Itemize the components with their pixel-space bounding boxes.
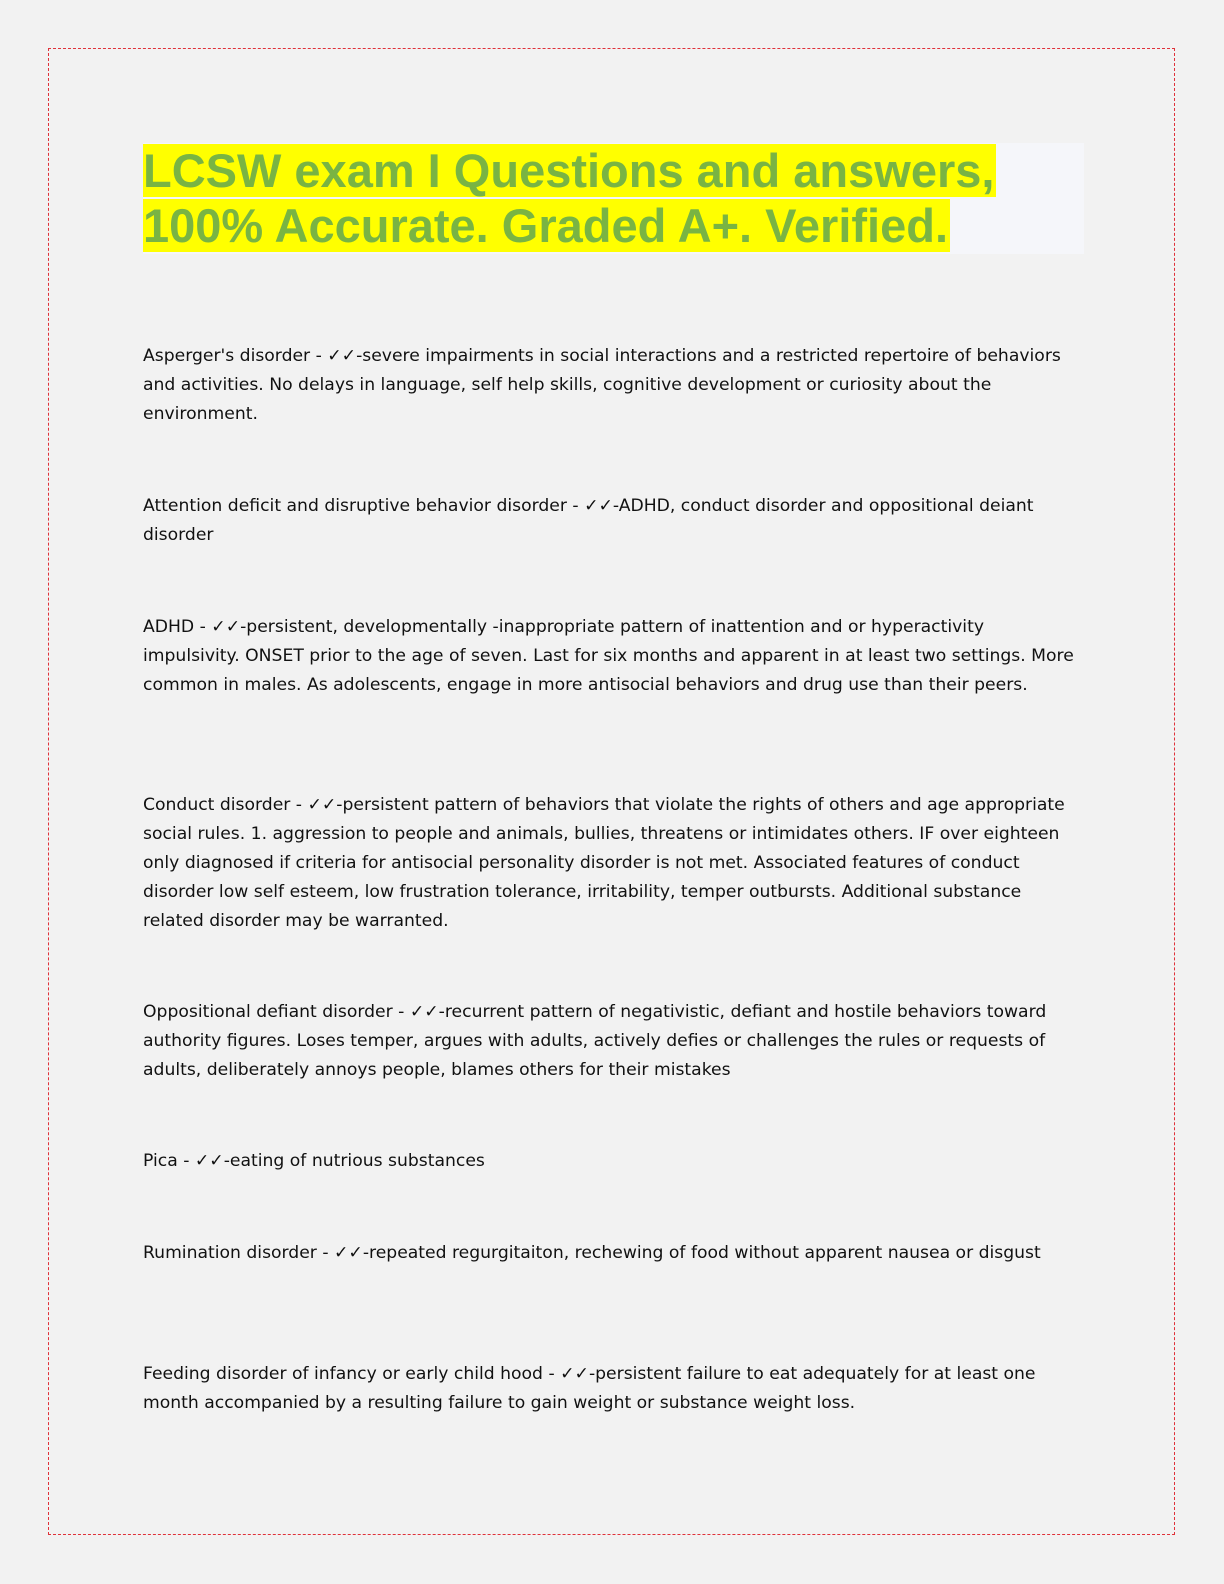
title-line-2: 100% Accurate. Graded A+. Verified. bbox=[143, 199, 949, 252]
checkmark-icon: ✓✓ bbox=[211, 617, 241, 637]
entry-term: Oppositional defiant disorder - bbox=[143, 1002, 410, 1022]
entry-term: Asperger's disorder - bbox=[143, 346, 327, 366]
checkmark-icon: ✓✓ bbox=[560, 1364, 589, 1384]
entry-definition: -persistent pattern of behaviors that violate the rights of others and age appropriate social rules. 1. aggression to people and animals, bullies, threatens or intimidates others. IF over eighteen only diagnosed if criteria for antisocial personality disorder is not met. Associated features of conduct disorder low self esteem, low frustration tolerance, irritability, temper outbursts. Additional substance related disorder may be warranted. bbox=[143, 795, 1065, 931]
entry-aspergers bbox=[143, 342, 1083, 429]
entry-definition: -persistent failure to eat adequately for at least one month accompanied by a resulting failure to gain weight or substance weight loss. bbox=[143, 1364, 1036, 1413]
entry-definition: -recurrent pattern of negativistic, defiant and hostile behaviors toward authority figures. Loses temper, argues with adults, actively defies or challenges the rules or requests of adults, deliberately annoys people, blames others for their mistakes bbox=[143, 1002, 1047, 1080]
checkmark-icon: ✓✓ bbox=[334, 1243, 363, 1263]
entry-term: Pica - bbox=[143, 1151, 195, 1171]
checkmark-icon: ✓✓ bbox=[409, 1002, 439, 1022]
entry-definition: -eating of nutrious substances bbox=[223, 1151, 485, 1171]
entry-definition: -severe impairments in social interactions and a restricted repertoire of behaviors and activities. No delays in language, self help skills, cognitive development or curiosity about the environment. bbox=[143, 346, 1061, 424]
entry-definition: -ADHD, conduct disorder and oppositional deiant disorder bbox=[143, 496, 1034, 545]
entry-adhd bbox=[143, 613, 1083, 700]
entry-term: Conduct disorder - bbox=[143, 795, 307, 815]
entry-term: Rumination disorder - bbox=[143, 1243, 334, 1263]
entry-term: Attention deficit and disruptive behavior disorder - bbox=[143, 496, 584, 516]
checkmark-icon: ✓✓ bbox=[194, 1151, 224, 1171]
entry-term: Feeding disorder of infancy or early child hood - bbox=[143, 1364, 560, 1384]
entry-attention-deficit bbox=[143, 492, 1083, 550]
entry-term: ADHD - bbox=[143, 617, 211, 637]
entry-pica bbox=[143, 1147, 1083, 1176]
page-title bbox=[143, 143, 1084, 254]
entry-feeding-disorder bbox=[143, 1360, 1083, 1418]
entry-definition: -persistent, developmentally -inappropriate pattern of inattention and or hyperactivity impulsivity. ONSET prior to the age of seven. Last for six months and apparent in at least two settings. More common in males. As adolescents, engage in more antisocial behaviors and drug use than their peers. bbox=[143, 617, 1074, 695]
entry-conduct-disorder bbox=[143, 791, 1083, 936]
checkmark-icon: ✓✓ bbox=[307, 795, 337, 815]
checkmark-icon: ✓✓ bbox=[327, 346, 357, 366]
entry-oppositional-defiant bbox=[143, 998, 1083, 1085]
entry-definition: -repeated regurgitaiton, rechewing of food without apparent nausea or disgust bbox=[362, 1243, 1041, 1263]
entry-rumination bbox=[143, 1239, 1083, 1268]
title-line-1: LCSW exam I Questions and answers, bbox=[143, 144, 995, 197]
checkmark-icon: ✓✓ bbox=[584, 496, 613, 516]
